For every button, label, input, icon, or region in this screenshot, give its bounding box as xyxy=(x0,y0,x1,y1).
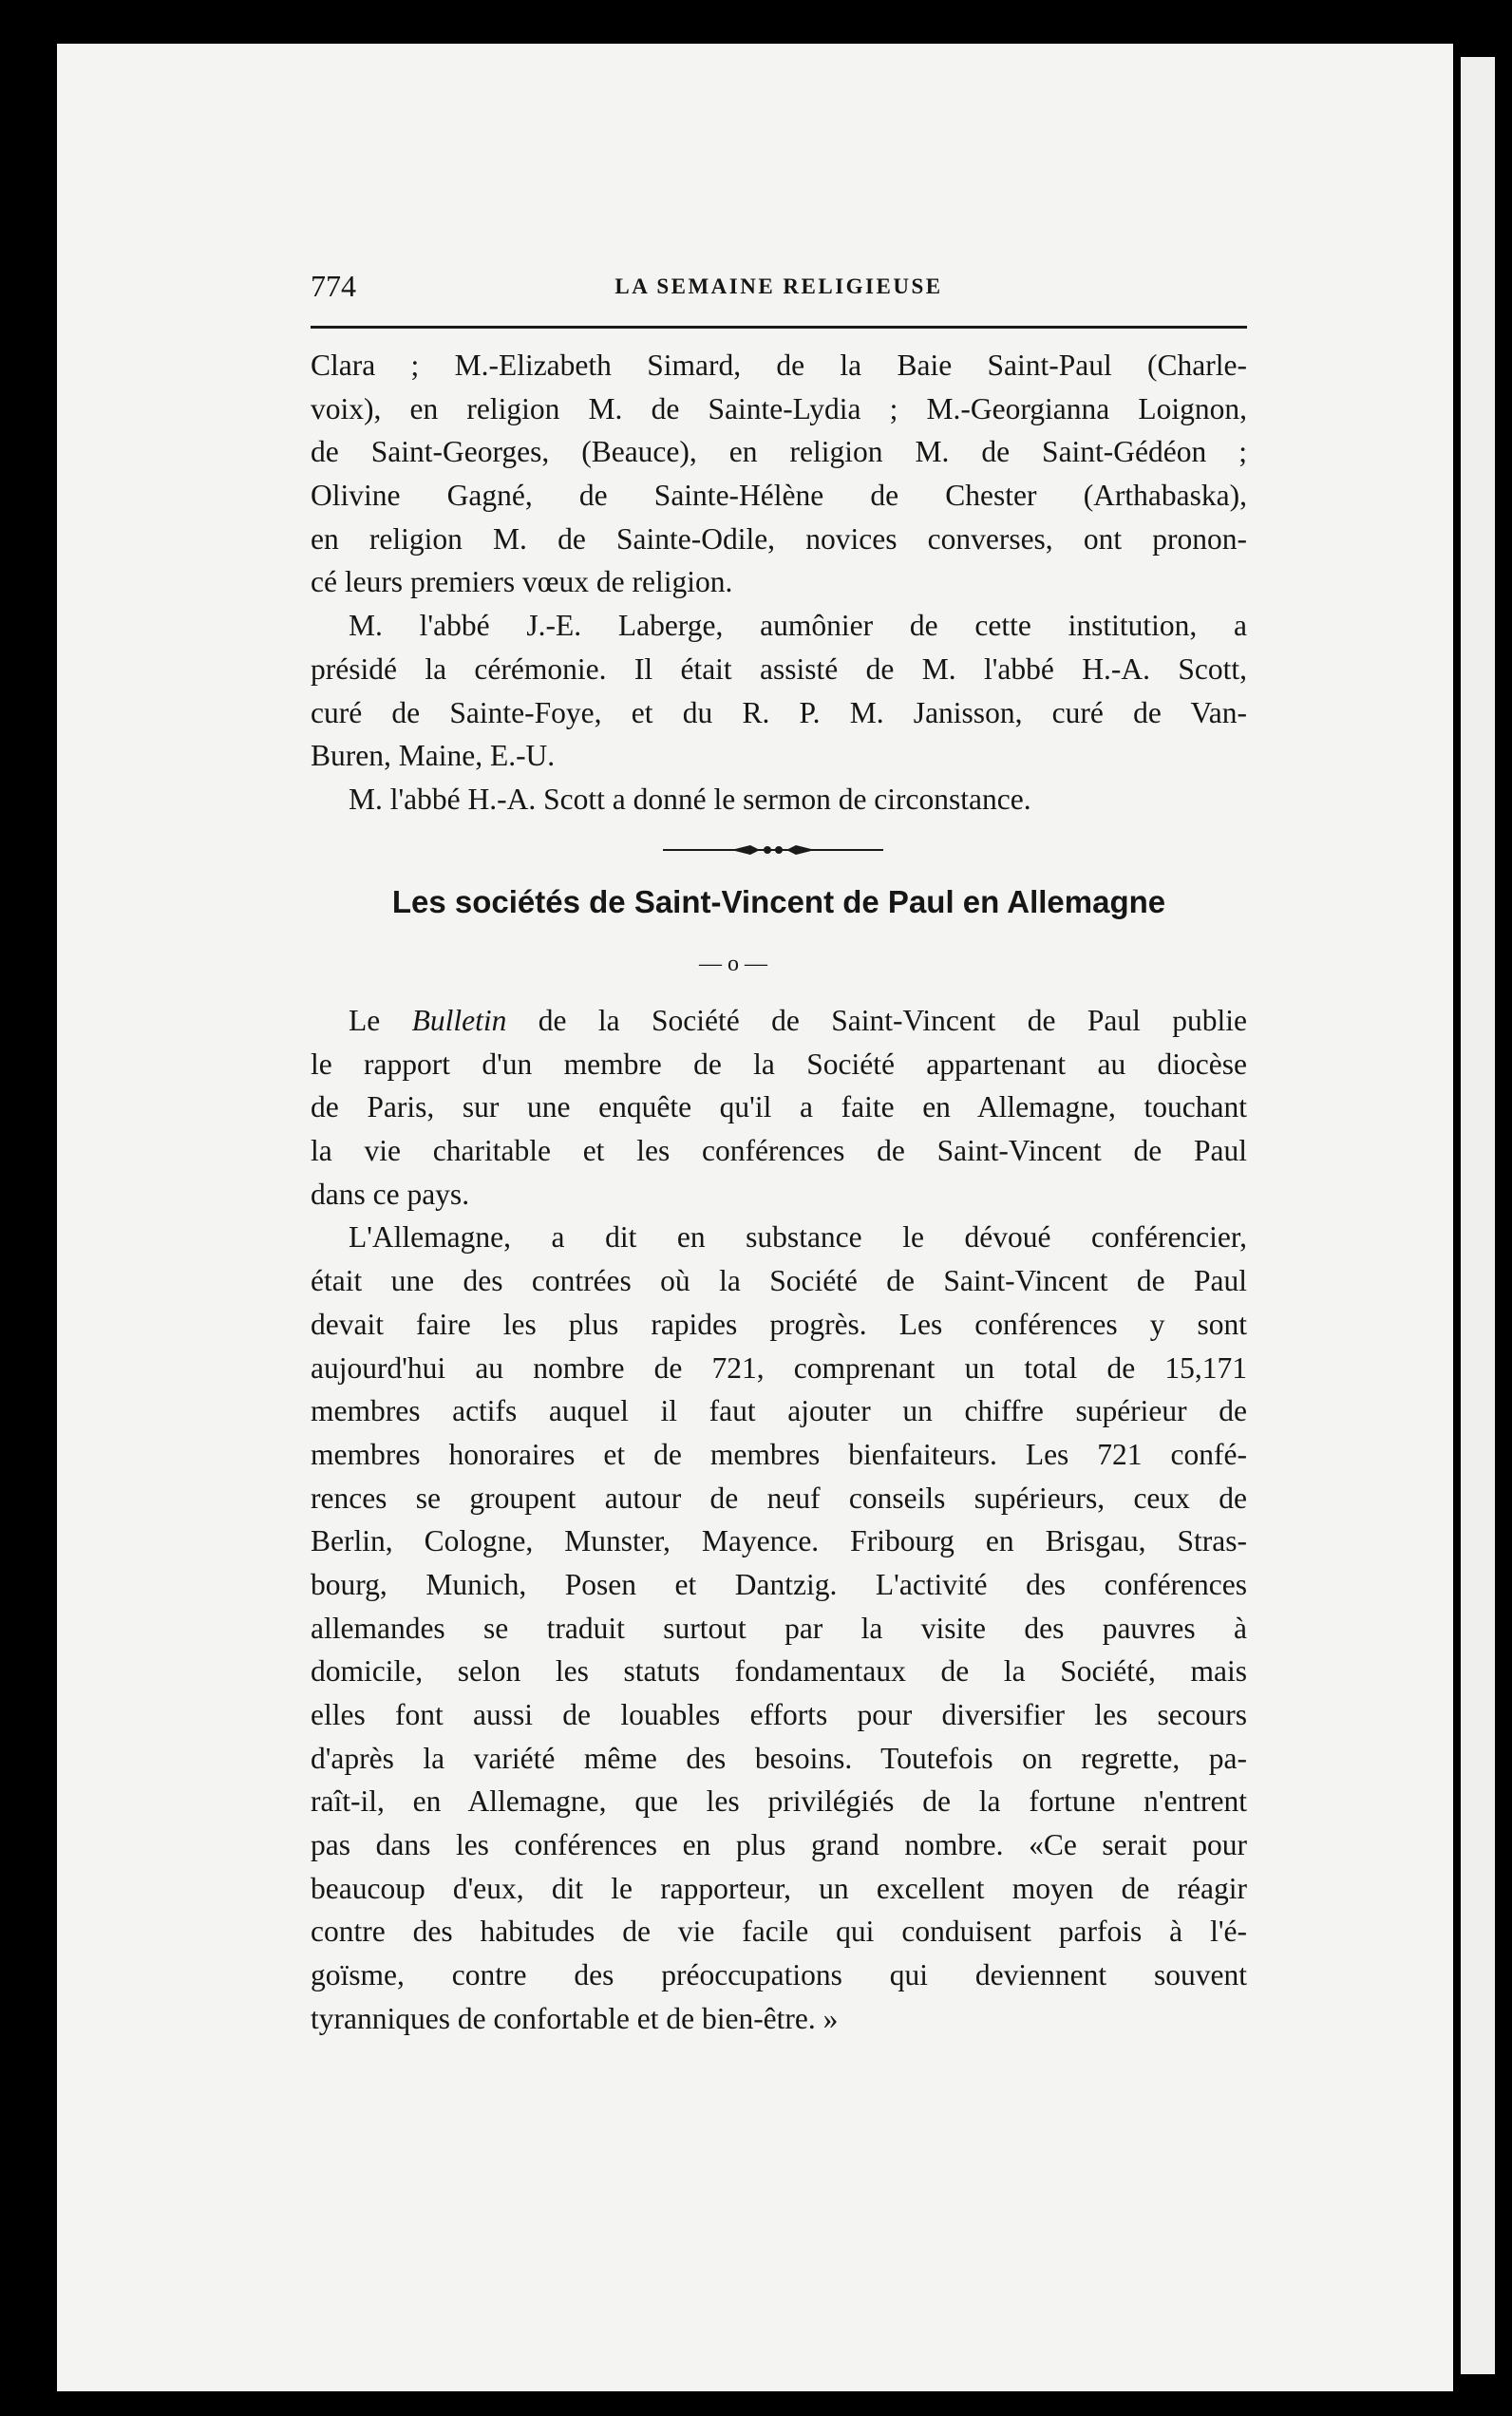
italic-title: Bulletin xyxy=(411,1004,507,1037)
text-line: voix), en religion M. de Sainte-Lydia ; M.-Georgianna Loignon, xyxy=(311,391,1247,425)
text-line: M. l'abbé J.-E. Laberge, aumônier de cette institution, a xyxy=(349,609,1247,643)
text-line: présidé la cérémonie. Il était assisté de M. l'abbé H.-A. Scott, xyxy=(311,651,1247,686)
text-line: bourg, Munich, Posen et Dantzig. L'activité des conférences xyxy=(311,1567,1247,1601)
running-title: LA SEMAINE RELIGIEUSE xyxy=(614,274,943,298)
text-line: M. l'abbé H.-A. Scott a donné le sermon de circonstance. xyxy=(349,782,1031,816)
page-number: 774 xyxy=(311,269,356,303)
text-line: contre des habitudes de vie facile qui conduisent parfois à l'é- xyxy=(311,1915,1247,1949)
body-text-top xyxy=(311,344,1247,821)
text-line: membres actifs auquel il faut ajouter un chiffre supérieur de xyxy=(311,1394,1247,1428)
text-line: était une des contrées où la Société de Saint-Vincent de Paul xyxy=(311,1264,1247,1298)
text-line: Clara ; M.-Elizabeth Simard, de la Baie Saint-Paul (Charle- xyxy=(311,349,1247,382)
section-heading: Les sociétés de Saint-Vincent de Paul en Allemagne xyxy=(391,884,1166,919)
text-line: allemandes se traduit surtout par la visite des pauvres à xyxy=(311,1611,1247,1645)
text-line: beaucoup d'eux, dit le rapporteur, un excellent moyen de réagir xyxy=(311,1871,1247,1905)
text-line: membres honoraires et de membres bienfaiteurs. Les 721 confé- xyxy=(311,1437,1247,1471)
text-line: Olivine Gagné, de Sainte-Hélène de Chester (Arthabaska), xyxy=(311,479,1247,513)
text-line: cé leurs premiers vœux de religion. xyxy=(311,565,733,599)
adjacent-page-edge xyxy=(1461,57,1495,2374)
small-ornament: — o — xyxy=(699,952,767,976)
text-line: aujourd'hui au nombre de 721, comprenant un total de 15,171 xyxy=(311,1350,1247,1385)
text-line: de Saint-Georges, (Beauce), en religion M. de Saint-Gédéon ; xyxy=(311,435,1247,469)
body-text-bottom xyxy=(311,999,1247,2041)
text-line: la vie charitable et les conférences de Saint-Vincent de Paul xyxy=(311,1134,1247,1168)
text-line: L'Allemagne, a dit en substance le dévoué conférencier, xyxy=(349,1220,1247,1255)
ornament-divider xyxy=(663,836,883,864)
text-line: dans ce pays. xyxy=(311,1177,470,1211)
text-line: elles font aussi de louables efforts pour diversifier les secours xyxy=(311,1698,1247,1731)
text-line: de Paris, sur une enquête qu'il a faite en Allemagne, touchant xyxy=(311,1090,1247,1124)
text-line: devait faire les plus rapides progrès. Les conférences y sont xyxy=(311,1307,1247,1341)
text-line: curé de Sainte-Foye, et du R. P. M. Janisson, curé de Van- xyxy=(311,695,1247,729)
text-line: Berlin, Cologne, Munster, Mayence. Fribourg en Brisgau, Stras- xyxy=(311,1524,1247,1558)
text-line: Buren, Maine, E.-U. xyxy=(311,739,556,773)
text-line: le rapport d'un membre de la Société appartenant au diocèse xyxy=(311,1047,1247,1081)
text-span: de la Société de Saint-Vincent de Paul publie xyxy=(506,1004,1247,1037)
text-line: tyranniques de confortable et de bien-être. » xyxy=(311,2001,839,2035)
text-line xyxy=(311,999,1247,1043)
text-span: Le xyxy=(349,1004,412,1037)
text-line: d'après la variété même des besoins. Toutefois on regrette, pa- xyxy=(311,1741,1247,1775)
text-line: goïsme, contre des préoccupations qui deviennent souvent xyxy=(311,1958,1247,1992)
text-line: domicile, selon les statuts fondamentaux de la Société, mais xyxy=(311,1654,1247,1689)
text-line: pas dans les conférences en plus grand nombre. «Ce serait pour xyxy=(311,1828,1247,1862)
text-line: en religion M. de Sainte-Odile, novices converses, ont pronon- xyxy=(311,521,1247,556)
running-header xyxy=(311,269,1247,316)
text-line: rences se groupent autour de neuf conseils supérieurs, ceux de xyxy=(311,1481,1247,1515)
header-rule xyxy=(311,326,1247,329)
text-line: raît-il, en Allemagne, que les privilégiés de la fortune n'entrent xyxy=(311,1784,1247,1819)
